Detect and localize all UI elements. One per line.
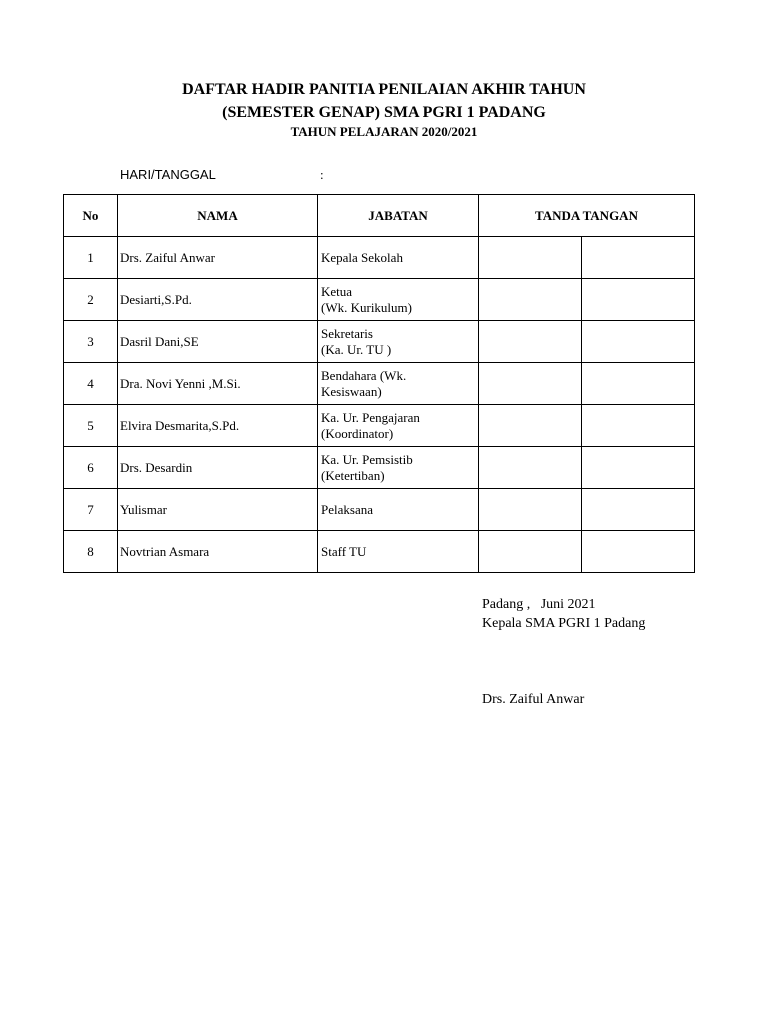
jabatan-line — [321, 368, 478, 384]
jabatan-line: Kesiswaan) — [321, 383, 382, 399]
attendance-table — [63, 194, 695, 573]
row-nama: Dasril Dani,SE — [118, 321, 318, 363]
signature-cell-left[interactable] — [479, 531, 582, 573]
signature-cell-left[interactable] — [479, 363, 582, 405]
row-no: 8 — [64, 531, 118, 573]
row-jabatan — [318, 447, 479, 489]
row-jabatan — [318, 489, 479, 531]
table-row — [64, 531, 695, 573]
signature-cell-left[interactable] — [479, 321, 582, 363]
row-nama: Drs. Zaiful Anwar — [118, 237, 318, 279]
row-nama: Drs. Desardin — [118, 447, 318, 489]
row-no: 1 — [64, 237, 118, 279]
table-row — [64, 405, 695, 447]
table-header-row — [64, 195, 695, 237]
signature-cell-right[interactable] — [582, 363, 695, 405]
jabatan-line: Ka. Ur. Pengajaran — [321, 409, 420, 425]
signature-cell-right[interactable] — [582, 489, 695, 531]
row-nama: Yulismar — [118, 489, 318, 531]
table-row — [64, 321, 695, 363]
signature-cell-left[interactable] — [479, 279, 582, 321]
jabatan-line: Sekretaris — [321, 325, 373, 341]
hari-tanggal-label: HARI/TANGGAL — [120, 167, 216, 182]
table-row — [64, 447, 695, 489]
table-row — [64, 279, 695, 321]
jabatan-line: Staff TU — [321, 543, 367, 559]
signature-name: Drs. Zaiful Anwar — [482, 692, 585, 707]
jabatan-line: Pelaksana — [321, 501, 373, 517]
header-jabatan: JABATAN — [318, 195, 479, 237]
title-line-3: TAHUN PELAJARAN 2020/2021 — [290, 124, 478, 139]
row-no: 2 — [64, 279, 118, 321]
signature-position: Kepala SMA PGRI 1 Padang — [482, 616, 646, 631]
row-nama: Desiarti,S.Pd. — [118, 279, 318, 321]
hari-tanggal-colon: : — [320, 167, 324, 182]
signature-cell-left[interactable] — [479, 237, 582, 279]
signature-cell-left[interactable] — [479, 405, 582, 447]
row-jabatan — [318, 363, 479, 405]
jabatan-line: (Ketertiban) — [321, 467, 385, 483]
row-no: 6 — [64, 447, 118, 489]
signature-cell-right[interactable] — [582, 531, 695, 573]
header-no: No — [64, 195, 118, 237]
row-jabatan — [318, 531, 479, 573]
table-row — [64, 237, 695, 279]
title-line-2: (SEMESTER GENAP) SMA PGRI 1 PADANG — [222, 104, 546, 121]
signature-cell-left[interactable] — [479, 489, 582, 531]
row-jabatan — [318, 279, 479, 321]
signature-cell-right[interactable] — [582, 321, 695, 363]
row-jabatan — [318, 405, 479, 447]
jabatan-line: Kepala Sekolah — [321, 249, 403, 265]
signature-cell-right[interactable] — [582, 405, 695, 447]
table-row — [64, 489, 695, 531]
signature-cell-left[interactable] — [479, 447, 582, 489]
jabatan-word: (Wk. — [379, 367, 407, 383]
row-no: 4 — [64, 363, 118, 405]
signature-place-date: Padang , Juni 2021 — [482, 597, 596, 612]
jabatan-line: Ketua — [321, 283, 353, 299]
row-no: 3 — [64, 321, 118, 363]
row-jabatan — [318, 321, 479, 363]
row-no: 7 — [64, 489, 118, 531]
row-jabatan — [318, 237, 479, 279]
header-nama: NAMA — [118, 195, 318, 237]
row-no: 5 — [64, 405, 118, 447]
jabatan-line: (Wk. Kurikulum) — [321, 299, 412, 315]
signature-cell-right[interactable] — [582, 447, 695, 489]
jabatan-line: Ka. Ur. Pemsistib — [321, 451, 413, 467]
title-line-1: DAFTAR HADIR PANITIA PENILAIAN AKHIR TAHUN — [182, 81, 586, 98]
jabatan-line: (Koordinator) — [321, 425, 394, 441]
row-nama: Novtrian Asmara — [118, 531, 318, 573]
signature-cell-right[interactable] — [582, 237, 695, 279]
jabatan-word: Bendahara — [321, 367, 377, 383]
table-row — [64, 363, 695, 405]
signature-cell-right[interactable] — [582, 279, 695, 321]
jabatan-line: (Ka. Ur. TU ) — [321, 341, 392, 357]
row-nama: Dra. Novi Yenni ,M.Si. — [118, 363, 318, 405]
row-nama: Elvira Desmarita,S.Pd. — [118, 405, 318, 447]
header-tanda-tangan: TANDA TANGAN — [479, 195, 695, 237]
